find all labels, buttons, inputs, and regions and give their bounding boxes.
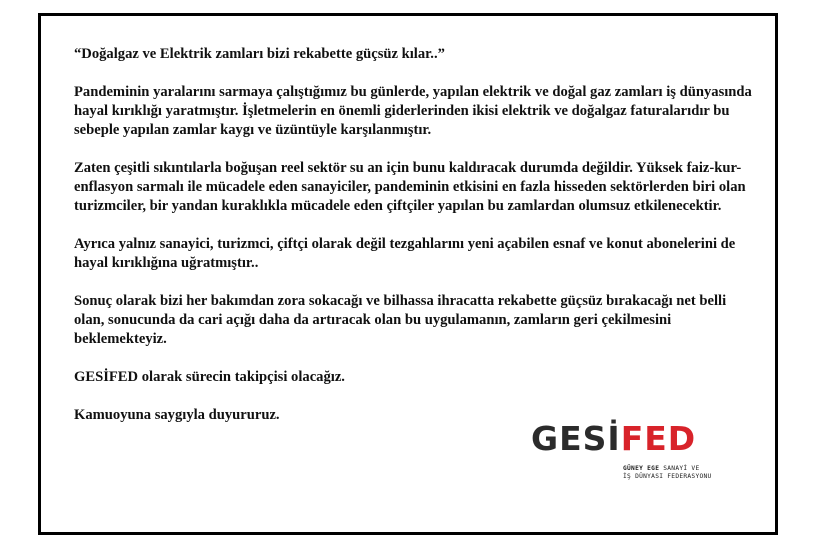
paragraph-3: Ayrıca yalnız sanayici, turizmci, çiftçi olarak değil tezgahlarını yeni açabilen esnaf ve konut abonelerini de hayal kırıklığına uğratmıştır.. (74, 236, 736, 271)
logo-sub-bold: GÜNEY EGE (623, 465, 660, 472)
document-frame (38, 13, 778, 535)
paragraph-4: Sonuç olarak bizi her bakımdan zora sokacağı ve bilhassa ihracatta rekabette güçsüz bırakacağı net belli olan, sonucunda da cari açığı daha da artıracak olan bu uygulamanın, zamların geri çekilmesini beklemekteyiz. (74, 293, 727, 347)
logo-word-dark: GESİ (531, 419, 621, 458)
logo-subtitle (623, 465, 743, 481)
paragraph-5: GESİFED olarak sürecin takipçisi olacağız. (74, 369, 345, 385)
gesifed-logo (531, 419, 741, 489)
press-release-body (74, 45, 754, 444)
logo-sub-rest: SANAYİ VE (659, 465, 700, 472)
paragraph-6: Kamuoyuna saygıyla duyururuz. (74, 407, 280, 423)
paragraph-2: Zaten çeşitli sıkıntılarla boğuşan reel sektör su an için bunu kaldıracak durumda değildir. Yüksek faiz-kur-enflasyon sarmalı ile mücadele eden sanayiciler, pandeminin etkisini en fazla hisseden sektörlerden biri olan turizmciler, bir yandan kuraklıkla mücadele eden çiftçiler yapılan bu zamlardan olumsuz etkilenecektir. (74, 160, 746, 214)
logo-word-red: FED (620, 419, 697, 458)
paragraph-1: Pandeminin yaralarını sarmaya çalıştığımız bu günlerde, yapılan elektrik ve doğal gaz zamları iş dünyasında hayal kırıklığı yaratmıştır. İşletmelerin en önemli giderlerinden ikisi elektrik ve doğalgaz faturalarıdır bu sebeple yapılan zamlar kaygı ve üzüntüyle karşılanmıştır. (74, 84, 752, 138)
logo-sub-line2: İŞ DÜNYASI FEDERASYONU (623, 473, 712, 480)
headline-quote: “Doğalgaz ve Elektrik zamları bizi rekabette güçsüz kılar..” (74, 46, 445, 62)
logo-wordmark (531, 419, 696, 459)
